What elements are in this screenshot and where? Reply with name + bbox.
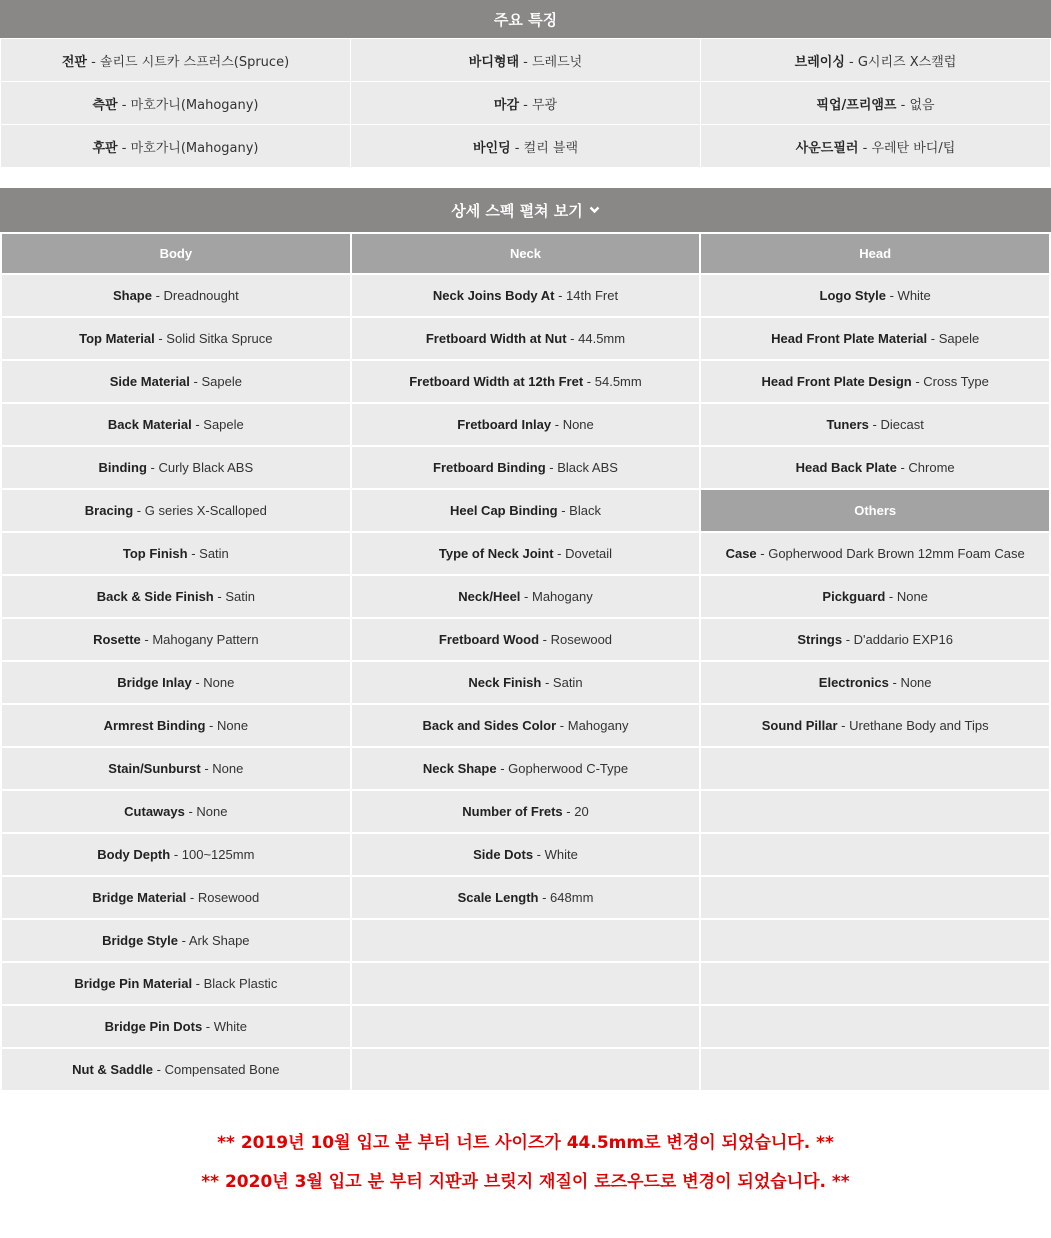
spec-cell (351, 790, 701, 833)
spec-cell (700, 790, 1050, 833)
table-row (1, 317, 1050, 360)
spec-key: Stain/Sunburst (108, 761, 201, 776)
spec-key: 사운드필러 (795, 140, 859, 156)
spec-key: Neck Finish (468, 675, 542, 690)
spec-key: Heel Cap Binding (449, 503, 558, 518)
separator: - (562, 804, 575, 819)
spec-cell (700, 1005, 1050, 1048)
separator: - (117, 140, 131, 156)
spec-key: Binding (98, 460, 147, 475)
spec-value: Black Plastic (203, 976, 278, 991)
table-row (1, 962, 1050, 1005)
spec-cell (700, 446, 1050, 489)
spec-key: 픽업/프리앰프 (816, 97, 897, 113)
spec-cell (351, 618, 701, 661)
spec-value: Dovetail (565, 546, 613, 561)
separator: - (213, 589, 226, 604)
separator: - (184, 804, 197, 819)
spec-cell (1, 962, 351, 1005)
spec-value: Satin (552, 675, 583, 690)
separator: - (885, 288, 898, 303)
spec-value: Cross Type (923, 374, 989, 389)
spec-value: Chrome (908, 460, 955, 475)
spec-value: Gopherwood Dark Brown 12mm Foam Case (768, 546, 1025, 561)
spec-value: Rosewood (197, 890, 260, 905)
feature-cell (351, 82, 701, 125)
spec-value: 100~125mm (181, 847, 255, 862)
separator: - (539, 632, 551, 647)
spec-cell (351, 661, 701, 704)
spec-value: 648mm (550, 890, 594, 905)
spec-cell (1, 661, 351, 704)
spec-cell (351, 403, 701, 446)
table-row (1, 489, 1050, 532)
spec-cell (700, 618, 1050, 661)
spec-value: D'addario EXP16 (853, 632, 953, 647)
separator: - (545, 460, 558, 475)
separator: - (538, 890, 551, 905)
spec-value: Black ABS (557, 460, 618, 475)
table-row (1, 39, 1051, 82)
feature-cell (701, 82, 1051, 125)
spec-key: Back Material (107, 417, 192, 432)
table-row (1, 919, 1050, 962)
spec-cell (1, 833, 351, 876)
separator: - (868, 417, 881, 432)
column-header: Head (700, 233, 1050, 274)
separator: - (187, 546, 200, 561)
feature-cell (1, 125, 351, 168)
separator: - (566, 331, 579, 346)
features-title: 주요 특징 (493, 10, 558, 29)
spec-key: Pickguard (822, 589, 886, 604)
table-row (1, 704, 1050, 747)
separator: - (200, 761, 213, 776)
table-row (1, 125, 1051, 168)
spec-key: 마감 (493, 97, 520, 113)
spec-cell (700, 575, 1050, 618)
separator: - (133, 503, 145, 518)
spec-cell (351, 919, 701, 962)
spec-key: Side Material (109, 374, 190, 389)
spec-key: Electronics (818, 675, 889, 690)
spec-value: Mahogany (531, 589, 593, 604)
spec-value: 무광 (531, 97, 558, 113)
table-row (1, 403, 1050, 446)
table-row (1, 360, 1050, 403)
spec-key: Body Depth (97, 847, 171, 862)
table-row (1, 790, 1050, 833)
spec-key: 전판 (61, 54, 87, 70)
spec-value: 20 (574, 804, 589, 819)
table-row (1, 747, 1050, 790)
spec-cell (700, 532, 1050, 575)
spec-cell (351, 1005, 701, 1048)
spec-value: Urethane Body and Tips (849, 718, 989, 733)
spec-value: Satin (225, 589, 255, 604)
spec-table (0, 232, 1051, 1092)
spec-cell (700, 274, 1050, 317)
separator: - (170, 847, 182, 862)
spec-value: None (216, 718, 249, 733)
spec-value: None (900, 675, 932, 690)
spec-value: G series X-Scalloped (144, 503, 267, 518)
spec-value: Rosewood (550, 632, 613, 647)
separator: - (496, 761, 509, 776)
separator: - (177, 933, 189, 948)
spec-cell (1, 704, 351, 747)
spec-key: Back and Sides Color (422, 718, 557, 733)
spec-key: 후판 (92, 140, 118, 156)
spec-value: None (562, 417, 594, 432)
spec-key: 브레이싱 (794, 54, 845, 70)
spec-key: Neck/Heel (458, 589, 521, 604)
table-row (1, 1048, 1050, 1091)
spec-cell (700, 360, 1050, 403)
spec-cell (1, 360, 351, 403)
spec-value: None (896, 589, 928, 604)
spec-key: Bridge Pin Dots (104, 1019, 203, 1034)
separator: - (896, 97, 910, 113)
spec-key: Logo Style (819, 288, 886, 303)
separator: - (140, 632, 153, 647)
spec-key: Bridge Pin Material (74, 976, 193, 991)
separator: - (533, 847, 545, 862)
spec-key: 바디형태 (468, 54, 520, 70)
features-table (0, 38, 1051, 168)
separator: - (844, 54, 858, 70)
spec-cell (1, 317, 351, 360)
table-row (1, 575, 1050, 618)
separator: - (519, 97, 532, 113)
spec-value: 마호가니(Mahogany) (130, 140, 259, 156)
separator: - (192, 976, 204, 991)
spec-value: White (213, 1019, 247, 1034)
spec-key: Fretboard Width at Nut (425, 331, 567, 346)
separator: - (520, 589, 532, 604)
spec-value: Sapele (938, 331, 980, 346)
spec-cell (700, 661, 1050, 704)
spec-cell (1, 618, 351, 661)
spec-cell (351, 747, 701, 790)
separator: - (911, 374, 924, 389)
separator: - (885, 589, 897, 604)
separator: - (858, 140, 872, 156)
spec-value: None (196, 804, 228, 819)
separator: - (551, 417, 563, 432)
separator: - (154, 331, 167, 346)
spec-value: Compensated Bone (164, 1062, 280, 1077)
table-row (1, 274, 1050, 317)
separator: - (151, 288, 164, 303)
spec-key: Bracing (84, 503, 134, 518)
spec-key: Rosette (93, 632, 141, 647)
feature-cell (351, 125, 701, 168)
table-row (1, 532, 1050, 575)
spec-title: 상세 스펙 펼쳐 보기 (451, 201, 583, 220)
spec-value: Mahogany Pattern (152, 632, 259, 647)
spec-cell (1, 790, 351, 833)
spec-value: 우레탄 바디/팁 (871, 140, 956, 156)
spec-value: None (203, 675, 235, 690)
spec-key: Tuners (826, 417, 869, 432)
separator: - (557, 503, 570, 518)
table-row (1, 446, 1050, 489)
spec-cell (1, 575, 351, 618)
spec-cell (351, 833, 701, 876)
spec-value: Diecast (880, 417, 924, 432)
spec-key: Side Dots (473, 847, 534, 862)
spec-value: 54.5mm (594, 374, 642, 389)
separator: - (896, 460, 909, 475)
spec-cell (700, 704, 1050, 747)
spec-cell (700, 317, 1050, 360)
spec-value: White (897, 288, 931, 303)
spec-value: Mahogany (567, 718, 629, 733)
spec-key: Bridge Style (102, 933, 178, 948)
spec-key: Top Material (79, 331, 155, 346)
separator: - (189, 374, 202, 389)
spec-key: Fretboard Width at 12th Fret (409, 374, 584, 389)
spec-key: Strings (797, 632, 843, 647)
separator: - (153, 1062, 165, 1077)
spec-cell (700, 833, 1050, 876)
features-header (0, 0, 1051, 38)
spec-key: Fretboard Inlay (457, 417, 552, 432)
spec-cell (351, 274, 701, 317)
spec-value: Sapele (203, 417, 244, 432)
spec-value: Sapele (201, 374, 242, 389)
spec-cell (351, 962, 701, 1005)
spec-cell (1, 403, 351, 446)
spec-value: G시리즈 X스캘럽 (857, 54, 957, 70)
notes (0, 1124, 1051, 1202)
separator: - (553, 546, 566, 561)
table-row (1, 82, 1051, 125)
separator: - (146, 460, 159, 475)
spec-key: Sound Pillar (761, 718, 838, 733)
feature-cell (1, 39, 351, 82)
separator: - (205, 718, 217, 733)
spec-key: Armrest Binding (103, 718, 206, 733)
spec-key: Nut & Saddle (72, 1062, 154, 1077)
separator: - (554, 288, 567, 303)
spec-value: Black (569, 503, 601, 518)
spec-cell (700, 962, 1050, 1005)
spec-key: Case (725, 546, 757, 561)
table-row (1, 1005, 1050, 1048)
spec-cell (351, 532, 701, 575)
spec-value: None (212, 761, 244, 776)
spec-key: Shape (112, 288, 152, 303)
table-row (1, 661, 1050, 704)
feature-cell (701, 125, 1051, 168)
chevron-down-icon (589, 203, 600, 217)
separator: - (519, 54, 532, 70)
separator: - (86, 54, 100, 70)
spec-cell (1, 747, 351, 790)
separator: - (583, 374, 595, 389)
spec-cell (1, 274, 351, 317)
spec-value: 드레드넛 (531, 54, 583, 70)
spec-key: Head Front Plate Material (771, 331, 928, 346)
separator: - (117, 97, 131, 113)
spec-key: Fretboard Wood (438, 632, 540, 647)
feature-cell (701, 39, 1051, 82)
spec-cell (351, 489, 701, 532)
spec-value: Dreadnought (163, 288, 239, 303)
table-row (1, 876, 1050, 919)
spec-cell (351, 446, 701, 489)
column-header: Body (1, 233, 351, 274)
spec-key: Head Back Plate (795, 460, 897, 475)
spec-cell (351, 704, 701, 747)
spec-cell (700, 919, 1050, 962)
spec-cell (351, 1048, 701, 1091)
spec-value: 솔리드 시트카 스프러스(Spruce) (99, 54, 290, 70)
spec-cell (1, 489, 351, 532)
feature-cell (351, 39, 701, 82)
spec-cell (351, 575, 701, 618)
spec-value: Ark Shape (188, 933, 250, 948)
spec-key: Neck Joins Body At (432, 288, 555, 303)
spec-cell (351, 876, 701, 919)
separator: - (842, 632, 854, 647)
spec-cell (351, 360, 701, 403)
spec-value: 마호가니(Mahogany) (130, 97, 259, 113)
spec-cell (1, 919, 351, 962)
spec-value: Solid Sitka Spruce (166, 331, 273, 346)
separator: - (191, 417, 204, 432)
separator: - (202, 1019, 214, 1034)
spec-cell (1, 1005, 351, 1048)
column-header: Neck (351, 233, 701, 274)
spec-cell (700, 876, 1050, 919)
separator: - (510, 140, 524, 156)
notice-line: ** 2019년 10월 입고 분 부터 너트 사이즈가 44.5mm로 변경이 되었습니다. ** (217, 1133, 834, 1153)
separator: - (927, 331, 939, 346)
spec-cell (351, 317, 701, 360)
spec-key: Fretboard Binding (433, 460, 546, 475)
spec-value: Satin (199, 546, 229, 561)
separator: - (556, 718, 568, 733)
spec-value: Curly Black ABS (158, 460, 254, 475)
separator: - (756, 546, 769, 561)
separator: - (191, 675, 204, 690)
spec-value: 14th Fret (566, 288, 619, 303)
spec-key: Head Front Plate Design (761, 374, 912, 389)
spec-key: Cutaways (124, 804, 185, 819)
separator: - (186, 890, 198, 905)
spec-key: Top Finish (122, 546, 188, 561)
spec-value: White (544, 847, 578, 862)
spec-cell (1, 1048, 351, 1091)
spec-value: Gopherwood C-Type (508, 761, 629, 776)
spec-key: Type of Neck Joint (438, 546, 554, 561)
spec-cell (1, 532, 351, 575)
spec-cell (700, 747, 1050, 790)
table-row (1, 833, 1050, 876)
feature-cell (1, 82, 351, 125)
notice-line: ** 2020년 3월 입고 분 부터 지판과 브릿지 재질이 로즈우드로 변경이 되었습니다. ** (201, 1172, 850, 1192)
spec-value: 컬리 블랙 (523, 140, 579, 156)
spec-key: Number of Frets (462, 804, 563, 819)
spec-key: 바인딩 (472, 140, 511, 156)
spec-cell (1, 876, 351, 919)
spec-cell (700, 403, 1050, 446)
spec-key: Neck Shape (422, 761, 497, 776)
separator: - (541, 675, 553, 690)
table-row (1, 618, 1050, 661)
spec-key: 측판 (92, 97, 118, 113)
separator: - (837, 718, 850, 733)
spec-key: Back & Side Finish (96, 589, 214, 604)
spec-value: 44.5mm (578, 331, 626, 346)
separator: - (888, 675, 901, 690)
spec-key: Bridge Material (92, 890, 187, 905)
spec-key: Bridge Inlay (117, 675, 192, 690)
spec-value: 없음 (909, 97, 935, 113)
spec-cell (700, 1048, 1050, 1091)
spec-cell (1, 446, 351, 489)
section-subheader: Others (700, 489, 1050, 532)
spec-toggle-header[interactable] (0, 188, 1051, 232)
spec-key: Scale Length (457, 890, 539, 905)
